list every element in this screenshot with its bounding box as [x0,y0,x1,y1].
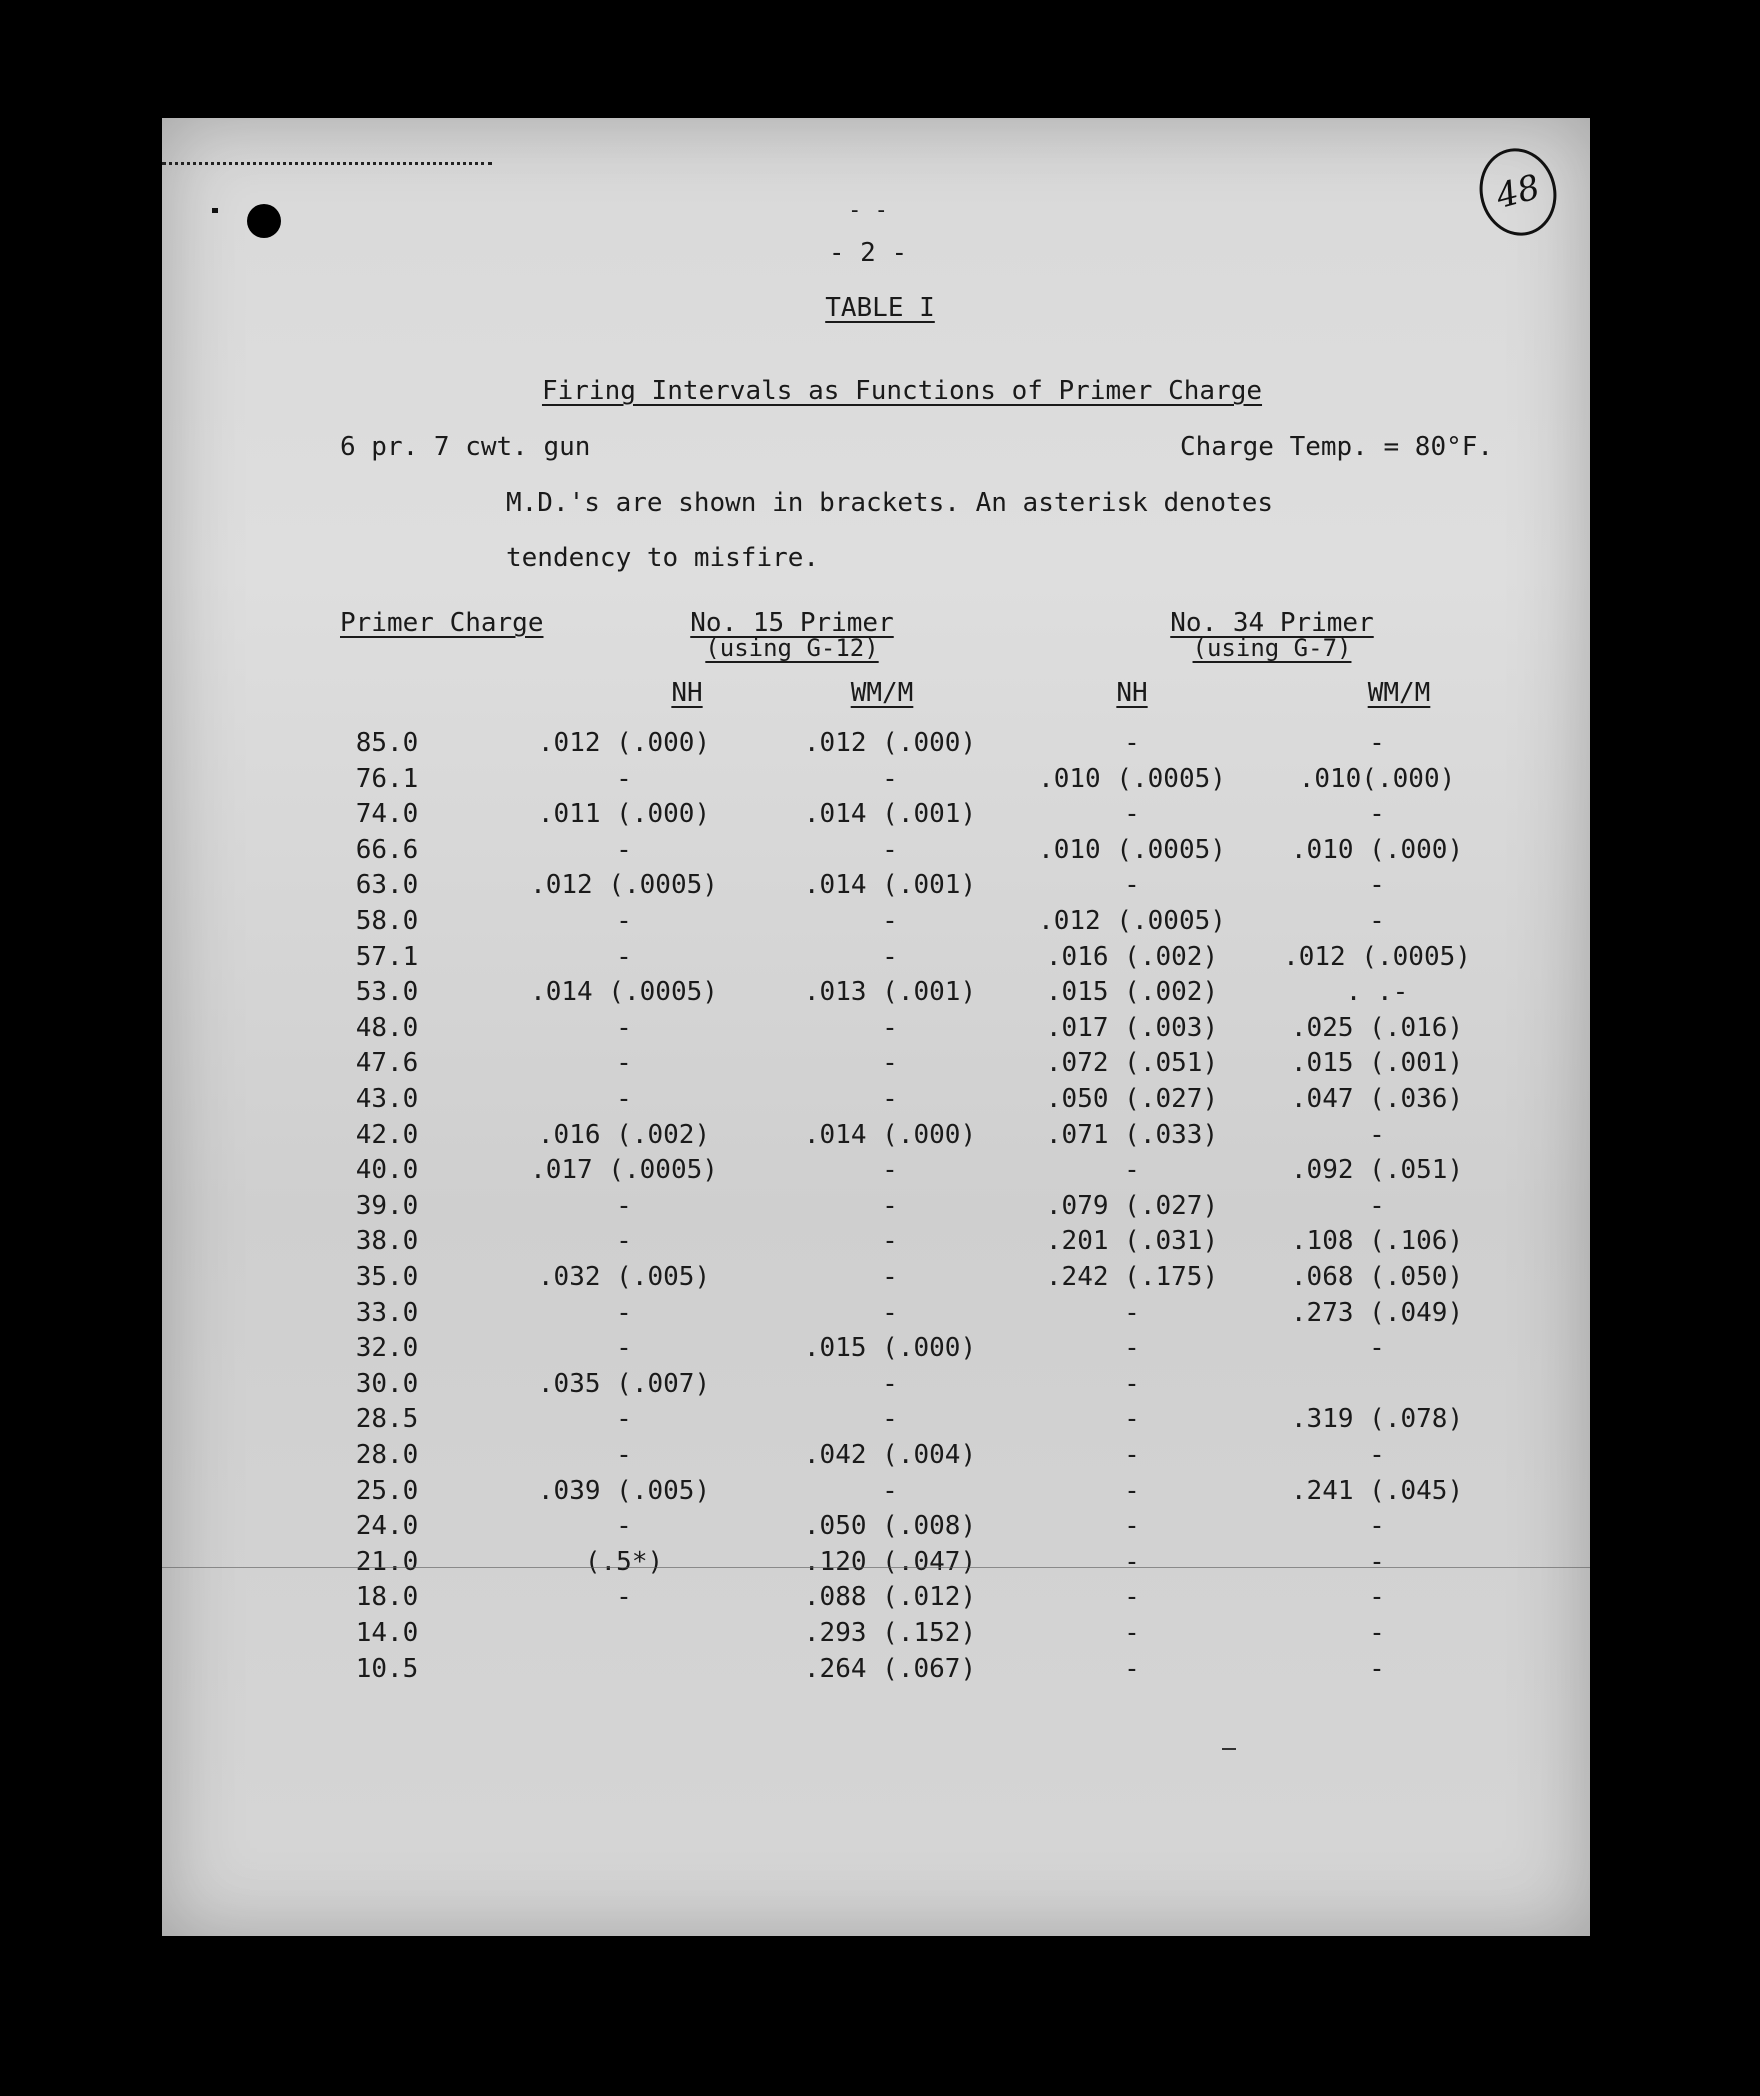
table-row [162,1084,1590,1120]
no15-wmm-cell: - [882,1084,898,1114]
primer-charge-cell: 58.0 [355,906,419,936]
table-row [162,799,1590,835]
primer-charge-cell: 47.6 [355,1048,419,1079]
table-row [162,728,1590,764]
primer-charge-cell: 40.0 [355,1155,419,1186]
primer-charge-cell: 39.0 [355,1190,419,1221]
no34-wmm-cell: .047 (.036) [1290,1084,1464,1114]
no15-wmm-cell: - [882,941,898,972]
col-no15-sub: (using G-12) [705,634,879,662]
no15-nh-cell: .017 (.0005) [530,1155,718,1186]
table-row [162,1048,1590,1084]
no15-wmm-cell: .014 (.000) [803,1119,977,1150]
no15-nh-cell: - [616,1404,632,1435]
punch-hole [247,204,281,238]
primer-charge-cell: 25.0 [355,1475,419,1506]
no15-nh-cell: - [616,1190,632,1221]
table-row [162,1618,1590,1654]
page-number-stamp [1470,140,1566,245]
no34-wmm-cell: - [1369,1511,1385,1542]
no15-nh-cell: - [616,834,632,865]
col-no15: No. 15 Primer [690,608,894,638]
col-no15-wmm: WM/M [850,678,914,708]
document-page [162,118,1590,1936]
no34-wmm-cell: .319 (.078) [1290,1404,1464,1435]
table-row [162,1369,1590,1405]
primer-charge-cell: 63.0 [355,870,419,901]
table-row [162,1191,1590,1227]
no34-wmm-cell: - [1369,1546,1385,1577]
no34-nh-cell: .201 (.031) [1045,1226,1219,1257]
col-no34: No. 34 Primer [1170,608,1374,638]
table-row [162,977,1590,1013]
table-label: TABLE I [825,293,935,323]
primer-charge-cell: 14.0 [355,1618,419,1648]
no34-nh-cell: - [1124,1618,1140,1648]
no15-nh-cell: .014 (.0005) [530,977,718,1008]
no34-wmm-cell: .010 (.000) [1290,834,1464,865]
dotted-line [162,162,492,165]
no34-wmm-cell: - [1369,728,1385,758]
no15-wmm-cell: - [882,1404,898,1435]
no15-nh-cell: - [616,1440,632,1470]
no15-nh-cell: .035 (.007) [537,1368,711,1399]
no15-nh-cell: - [616,906,632,936]
no34-nh-cell: .017 (.003) [1045,1012,1219,1043]
no15-nh-cell: .016 (.002) [537,1119,711,1150]
primer-charge-cell: 48.0 [355,1012,419,1043]
table-row [162,1654,1590,1690]
no34-nh-cell: - [1124,1440,1140,1470]
no15-wmm-cell: .050 (.008) [803,1511,977,1542]
col-no34-wmm: WM/M [1367,678,1431,708]
no34-nh-cell: - [1124,1297,1140,1328]
table-row [162,1440,1590,1476]
no15-nh-cell: .012 (.000) [537,728,711,758]
no15-nh-cell: - [616,1511,632,1542]
no34-nh-cell: - [1124,1582,1140,1613]
table-row [162,870,1590,906]
no15-nh-cell: .011 (.000) [537,799,711,830]
table-title: Firing Intervals as Functions of Primer Charge [541,376,1263,406]
no34-wmm-cell: - [1369,1582,1385,1613]
no34-wmm-cell: - [1369,1653,1385,1684]
no15-wmm-cell: .012 (.000) [803,728,977,758]
top-dashes: - - [848,198,888,223]
col-primer-charge: Primer Charge [340,608,544,638]
no15-wmm-cell: .013 (.001) [803,977,977,1008]
no34-wmm-cell: - [1369,1119,1385,1150]
no34-wmm-cell: .010(.000) [1298,763,1456,794]
no34-wmm-cell: - [1369,870,1385,901]
no15-nh-cell: - [616,763,632,794]
primer-charge-cell: 21.0 [355,1546,419,1577]
no34-nh-cell: .079 (.027) [1045,1190,1219,1221]
no15-nh-cell: .032 (.005) [537,1262,711,1292]
primer-charge-cell: 53.0 [355,977,419,1008]
no15-nh-cell: - [616,1084,632,1114]
no34-wmm-cell: - [1369,799,1385,830]
primer-charge-cell: 28.0 [355,1440,419,1470]
no34-nh-cell: .016 (.002) [1045,941,1219,972]
no34-nh-cell: - [1124,799,1140,830]
no15-wmm-cell: - [882,763,898,794]
no15-wmm-cell: - [882,1190,898,1221]
primer-charge-cell: 43.0 [355,1084,419,1114]
primer-charge-cell: 30.0 [355,1368,419,1399]
col-no34-sub: (using G-7) [1192,634,1352,662]
stray-mark [1222,1748,1236,1750]
primer-charge-cell: 24.0 [355,1511,419,1542]
no34-nh-cell: .050 (.027) [1045,1084,1219,1114]
primer-charge-cell: 33.0 [355,1297,419,1328]
primer-charge-cell: 35.0 [355,1262,419,1292]
no34-nh-cell: - [1124,870,1140,901]
no15-wmm-cell: - [882,1368,898,1399]
no15-wmm-cell: - [882,1048,898,1079]
no34-wmm-cell: - [1369,1333,1385,1364]
no34-nh-cell: .012 (.0005) [1038,906,1226,936]
charge-temp: Charge Temp. = 80°F. [1180,432,1494,462]
table-row [162,1262,1590,1298]
no34-nh-cell: - [1124,1475,1140,1506]
no34-nh-cell: .072 (.051) [1045,1048,1219,1079]
primer-charge-cell: 38.0 [355,1226,419,1257]
no15-nh-cell: - [616,1226,632,1257]
table-row [162,1013,1590,1049]
no15-nh-cell: - [616,941,632,972]
table-row [162,1226,1590,1262]
no34-nh-cell: - [1124,1546,1140,1577]
no15-wmm-cell: - [882,906,898,936]
primer-charge-cell: 32.0 [355,1333,419,1364]
no15-wmm-cell: .120 (.047) [803,1546,977,1577]
page-header: - 2 - [828,238,908,268]
no34-nh-cell: .015 (.002) [1045,977,1219,1008]
table-row [162,906,1590,942]
speck [212,208,218,213]
primer-charge-cell: 57.1 [355,941,419,972]
no15-wmm-cell: .293 (.152) [803,1618,977,1648]
no34-nh-cell: - [1124,1653,1140,1684]
no34-nh-cell: - [1124,728,1140,758]
no15-wmm-cell: - [882,1475,898,1506]
no15-wmm-cell: .088 (.012) [803,1582,977,1613]
gun-label: 6 pr. 7 cwt. gun [340,432,591,462]
no34-wmm-cell: - [1369,906,1385,936]
no15-nh-cell: - [616,1333,632,1364]
table-row [162,1333,1590,1369]
table-row [162,1547,1590,1583]
primer-charge-cell: 66.6 [355,834,419,865]
no34-wmm-cell: .092 (.051) [1290,1155,1464,1186]
table-row [162,1298,1590,1334]
no34-nh-cell: .242 (.175) [1045,1262,1219,1292]
note-line-1: M.D.'s are shown in brackets. An asterisk denotes [506,488,1274,518]
no34-wmm-cell: .012 (.0005) [1283,941,1471,972]
table-row [162,1582,1590,1618]
table-row [162,1511,1590,1547]
primer-charge-cell: 85.0 [355,728,419,758]
note-line-2: tendency to misfire. [506,543,820,573]
no34-nh-cell: - [1124,1368,1140,1399]
no34-wmm-cell: .068 (.050) [1290,1262,1464,1292]
no15-nh-cell: - [616,1012,632,1043]
primer-charge-cell: 10.5 [355,1653,419,1684]
fold-line [162,1567,1590,1568]
no34-nh-cell: - [1124,1333,1140,1364]
table-row [162,764,1590,800]
primer-charge-cell: 74.0 [355,799,419,830]
no15-wmm-cell: .264 (.067) [803,1653,977,1684]
no15-wmm-cell: .015 (.000) [803,1333,977,1364]
no34-wmm-cell: .241 (.045) [1290,1475,1464,1506]
table-row [162,942,1590,978]
no15-wmm-cell: - [882,1262,898,1292]
no15-wmm-cell: .014 (.001) [803,799,977,830]
primer-charge-cell: 42.0 [355,1119,419,1150]
no15-wmm-cell: - [882,1155,898,1186]
no15-wmm-cell: .042 (.004) [803,1440,977,1470]
no15-wmm-cell: - [882,1297,898,1328]
no34-wmm-cell: - [1369,1618,1385,1648]
no15-nh-cell: (.5*) [584,1546,664,1577]
no34-nh-cell: - [1124,1155,1140,1186]
table-row [162,1476,1590,1512]
table-row [162,1404,1590,1440]
col-no34-nh: NH [1116,678,1148,708]
primer-charge-cell: 28.5 [355,1404,419,1435]
no15-wmm-cell: - [882,1226,898,1257]
primer-charge-cell: 76.1 [355,763,419,794]
no15-nh-cell: .039 (.005) [537,1475,711,1506]
table-row [162,1120,1590,1156]
no34-nh-cell: .071 (.033) [1045,1119,1219,1150]
no34-wmm-cell: .273 (.049) [1290,1297,1464,1328]
no15-wmm-cell: .014 (.001) [803,870,977,901]
no34-wmm-cell: - [1369,1190,1385,1221]
no34-wmm-cell: .108 (.106) [1290,1226,1464,1257]
no15-nh-cell: - [616,1582,632,1613]
no34-nh-cell: - [1124,1511,1140,1542]
primer-charge-cell: 18.0 [355,1582,419,1613]
no34-wmm-cell: .015 (.001) [1290,1048,1464,1079]
no15-nh-cell: - [616,1297,632,1328]
col-no15-nh: NH [671,678,703,708]
no34-wmm-cell: - [1369,1440,1385,1470]
page-number-stamp-text: 48 [1491,167,1545,217]
no15-nh-cell: - [616,1048,632,1079]
no34-nh-cell: .010 (.0005) [1038,834,1226,865]
no34-wmm-cell: .025 (.016) [1290,1012,1464,1043]
no15-nh-cell: .012 (.0005) [530,870,718,901]
no15-wmm-cell: - [882,1012,898,1043]
table-row [162,1155,1590,1191]
no34-nh-cell: - [1124,1404,1140,1435]
no15-wmm-cell: - [882,834,898,865]
table-row [162,835,1590,871]
no34-wmm-cell: . .- [1345,977,1409,1008]
no34-nh-cell: .010 (.0005) [1038,763,1226,794]
